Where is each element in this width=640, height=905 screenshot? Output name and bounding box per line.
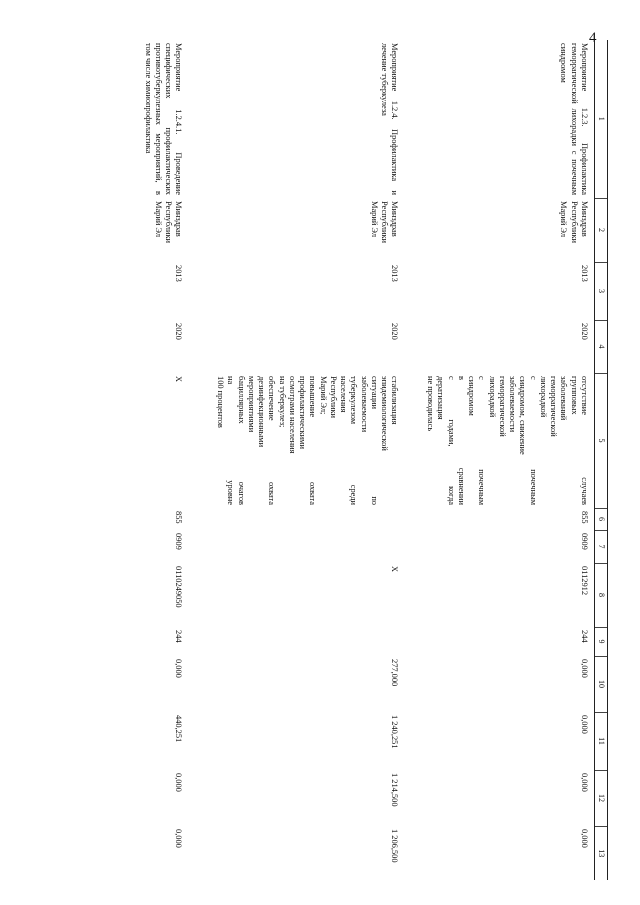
result-line: заболеваемости bbox=[359, 376, 369, 433]
rotated-table-page bbox=[93, 40, 608, 880]
budget-code-section: 0909 bbox=[580, 533, 589, 550]
measure-name: Мероприятие 1.2.4.1. Проведение специфических профилактических противотуберкулезных мероприятий, в том числе химиопрофилактика bbox=[143, 43, 184, 195]
budget-code-target: 0112912 bbox=[580, 566, 589, 596]
amount-col-13: 1 206,500 bbox=[390, 829, 400, 863]
result-line: синдромом, снижение bbox=[518, 376, 528, 455]
responsible-executor: Минздрав Республики Марий Эл bbox=[370, 201, 400, 244]
table-row bbox=[99, 40, 189, 880]
col-header-2: 2 bbox=[595, 198, 608, 262]
result-line: на туберкулез; bbox=[277, 376, 287, 428]
result-line: мероприятиями bbox=[247, 376, 256, 433]
result-line: лихорадкой bbox=[539, 376, 548, 418]
result-line: обеспечение охвата bbox=[267, 376, 277, 505]
result-line: заболеваемости bbox=[508, 376, 518, 433]
table-row bbox=[189, 40, 405, 880]
start-year: 2013 bbox=[390, 265, 400, 282]
budget-code-grbs: 855 bbox=[580, 511, 589, 524]
col-header-7: 7 bbox=[595, 530, 608, 563]
result-line: геморрагической bbox=[549, 376, 559, 437]
budget-code-target: X bbox=[390, 566, 400, 573]
result-line: с почечным bbox=[477, 376, 487, 505]
col-header-12: 12 bbox=[595, 770, 608, 826]
result-line: населения bbox=[339, 376, 349, 413]
end-year: 2020 bbox=[174, 323, 184, 340]
col-header-9: 9 bbox=[595, 627, 608, 656]
responsible-executor: Минздрав Республики Марий Эл bbox=[559, 201, 589, 244]
result-line: профилактическими bbox=[298, 376, 308, 449]
col-header-1: 1 bbox=[595, 40, 608, 198]
result-line: заболеваний bbox=[559, 376, 569, 421]
result-line: геморрагической bbox=[498, 376, 507, 437]
table-row bbox=[405, 40, 595, 880]
col-header-11: 11 bbox=[595, 712, 608, 770]
result-line: в сравнении bbox=[457, 376, 466, 505]
expected-result bbox=[99, 373, 189, 508]
result-line: Марий Эл; bbox=[318, 376, 328, 415]
amount-col-11: 0,000 bbox=[580, 715, 589, 734]
col-header-6: 6 bbox=[595, 508, 608, 530]
end-year: 2020 bbox=[580, 323, 589, 340]
col-header-4: 4 bbox=[595, 320, 608, 373]
result-line: ситуации по bbox=[370, 376, 379, 505]
result-line: с почечным bbox=[528, 376, 538, 505]
budget-code-section bbox=[189, 530, 405, 563]
col-header-13: 13 bbox=[595, 826, 608, 880]
amount-col-10: 277,000 bbox=[390, 659, 400, 687]
start-year: 2013 bbox=[580, 265, 589, 282]
budget-code-expense-type: 244 bbox=[580, 630, 589, 643]
result-line: на уровне bbox=[226, 376, 236, 505]
result-line: дезинфекционными bbox=[257, 376, 267, 448]
result-line: групповых bbox=[569, 376, 579, 415]
amount-col-11: 1 240,251 bbox=[390, 715, 400, 749]
result-line: дератизация bbox=[436, 376, 446, 420]
amount-col-12: 0,000 bbox=[580, 773, 589, 792]
amount-col-13: 0,000 bbox=[580, 829, 589, 848]
expected-result bbox=[405, 373, 595, 508]
result-line: отсутствие случаев bbox=[580, 376, 589, 505]
measure-name: Мероприятие 1.2.3. Профилактика геморрагической лихорадки с почечным синдромом bbox=[559, 43, 589, 195]
result-line: эпидемиологической bbox=[380, 376, 390, 451]
col-header-10: 10 bbox=[595, 656, 608, 712]
end-year: 2020 bbox=[390, 323, 400, 340]
result-line: X bbox=[174, 376, 184, 383]
result-line: повышение охвата bbox=[308, 376, 318, 505]
result-line: Республики bbox=[329, 376, 338, 419]
amount-col-11: 440,251 bbox=[174, 715, 184, 743]
result-line: 100 процентов bbox=[216, 376, 226, 428]
budget-code-grbs: 855 bbox=[174, 511, 184, 524]
amount-col-12: 0,000 bbox=[174, 773, 184, 792]
result-line: не проводилась bbox=[426, 376, 436, 432]
col-header-3: 3 bbox=[595, 262, 608, 320]
amount-col-10: 0,000 bbox=[580, 659, 589, 678]
result-line: осмотрами населения bbox=[288, 376, 297, 454]
program-table bbox=[99, 40, 609, 880]
measure-name: Мероприятие 1.2.4. Профилактика и лечение туберкулеза bbox=[380, 43, 400, 195]
expected-result bbox=[189, 373, 405, 508]
header-row bbox=[595, 40, 608, 880]
result-line: бациллярных очагов bbox=[236, 376, 246, 505]
amount-col-12: 1 214,500 bbox=[390, 773, 400, 807]
start-year: 2013 bbox=[174, 265, 184, 282]
amount-col-10: 0,000 bbox=[174, 659, 184, 678]
result-line: лихорадкой bbox=[487, 376, 497, 418]
col-header-8: 8 bbox=[595, 563, 608, 627]
result-line: синдромом bbox=[467, 376, 477, 416]
budget-code-expense-type: 244 bbox=[174, 630, 184, 643]
result-line: стабилизация bbox=[390, 376, 400, 425]
amount-col-13: 0,000 bbox=[174, 829, 184, 848]
responsible-executor: Минздрав Республики Марий Эл bbox=[154, 201, 184, 244]
col-header-5: 5 bbox=[595, 373, 608, 508]
budget-code-grbs bbox=[189, 508, 405, 530]
budget-code-expense-type bbox=[189, 627, 405, 656]
result-line: туберкулезом среди bbox=[349, 376, 359, 505]
result-line: с годами, когда bbox=[446, 376, 456, 505]
budget-code-section: 0909 bbox=[174, 533, 184, 550]
page-number: 4 bbox=[589, 30, 597, 46]
budget-code-target: 0110249050 bbox=[174, 566, 184, 608]
